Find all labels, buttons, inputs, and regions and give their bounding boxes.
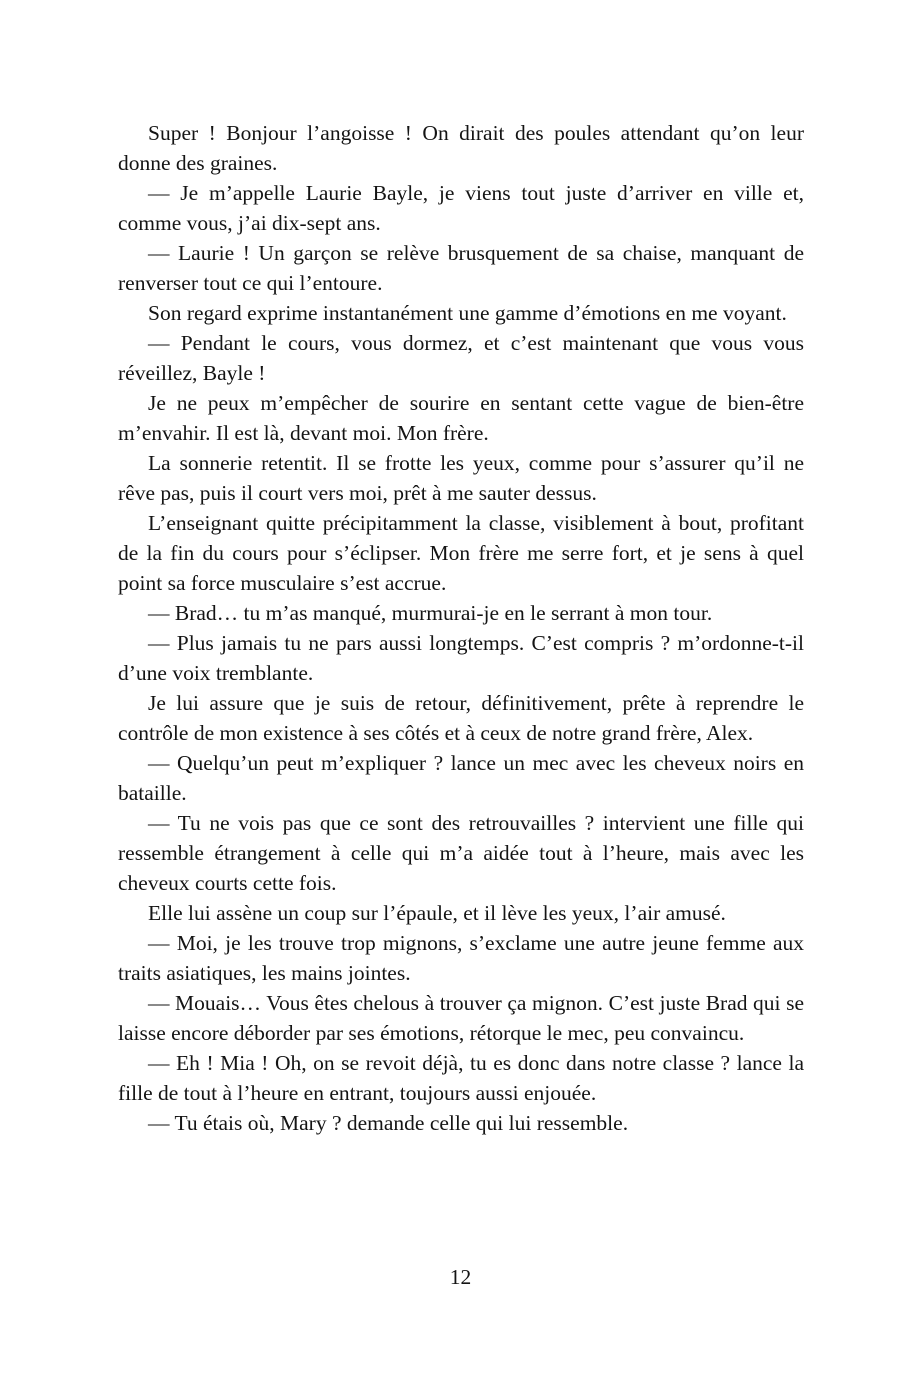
- paragraph: — Brad… tu m’as manqué, murmurai-je en le serrant à mon tour.: [148, 601, 713, 625]
- paragraph: Je lui assure que je suis de retour, définitivement, prête à reprendre le contrôle de mon existence à ses côtés et à ceux de notre grand frère, Alex.: [118, 691, 804, 745]
- paragraph: — Plus jamais tu ne pars aussi longtemps. C’est compris ? m’ordonne-t-il d’une voix tremblante.: [118, 631, 804, 685]
- paragraph: L’enseignant quitte précipitamment la classe, visiblement à bout, profitant de la fin du cours pour s’éclipser. Mon frère me serre fort, et je sens à quel point sa force musculaire s’est accrue.: [118, 511, 804, 595]
- paragraph: — Eh ! Mia ! Oh, on se revoit déjà, tu es donc dans notre classe ? lance la fille de tout à l’heure en entrant, toujours aussi enjouée.: [118, 1051, 804, 1105]
- paragraph: — Je m’appelle Laurie Bayle, je viens tout juste d’arriver en ville et, comme vous, j’ai dix-sept ans.: [118, 181, 804, 235]
- paragraph: Je ne peux m’empêcher de sourire en sentant cette vague de bien-être m’envahir. Il est là, devant moi. Mon frère.: [118, 391, 804, 445]
- paragraph: — Pendant le cours, vous dormez, et c’est maintenant que vous vous réveillez, Bayle !: [118, 331, 804, 385]
- paragraph: — Tu ne vois pas que ce sont des retrouvailles ? intervient une fille qui ressemble étrangement à celle qui m’a aidée tout à l’heure, mais avec les cheveux courts cette fois.: [118, 811, 804, 895]
- paragraph: Son regard exprime instantanément une gamme d’émotions en me voyant.: [148, 301, 787, 325]
- paragraph: — Tu étais où, Mary ? demande celle qui lui ressemble.: [148, 1111, 629, 1135]
- paragraph: — Quelqu’un peut m’expliquer ? lance un mec avec les cheveux noirs en bataille.: [118, 751, 804, 805]
- paragraph: — Moi, je les trouve trop mignons, s’exclame une autre jeune femme aux traits asiatiques, les mains jointes.: [118, 931, 804, 985]
- paragraph: Elle lui assène un coup sur l’épaule, et il lève les yeux, l’air amusé.: [148, 901, 726, 925]
- paragraph: La sonnerie retentit. Il se frotte les yeux, comme pour s’assurer qu’il ne rêve pas, puis il court vers moi, prêt à me sauter dessus.: [118, 451, 804, 505]
- paragraph: — Laurie ! Un garçon se relève brusquement de sa chaise, manquant de renverser tout ce qui l’entoure.: [118, 241, 804, 295]
- page-number: 12: [449, 1265, 472, 1289]
- paragraph: — Mouais… Vous êtes chelous à trouver ça mignon. C’est juste Brad qui se laisse encore déborder par ses émotions, rétorque le mec, peu convaincu.: [118, 991, 804, 1045]
- page-body: [118, 118, 804, 1138]
- paragraph: Super ! Bonjour l’angoisse ! On dirait des poules attendant qu’on leur donne des graines.: [118, 121, 804, 175]
